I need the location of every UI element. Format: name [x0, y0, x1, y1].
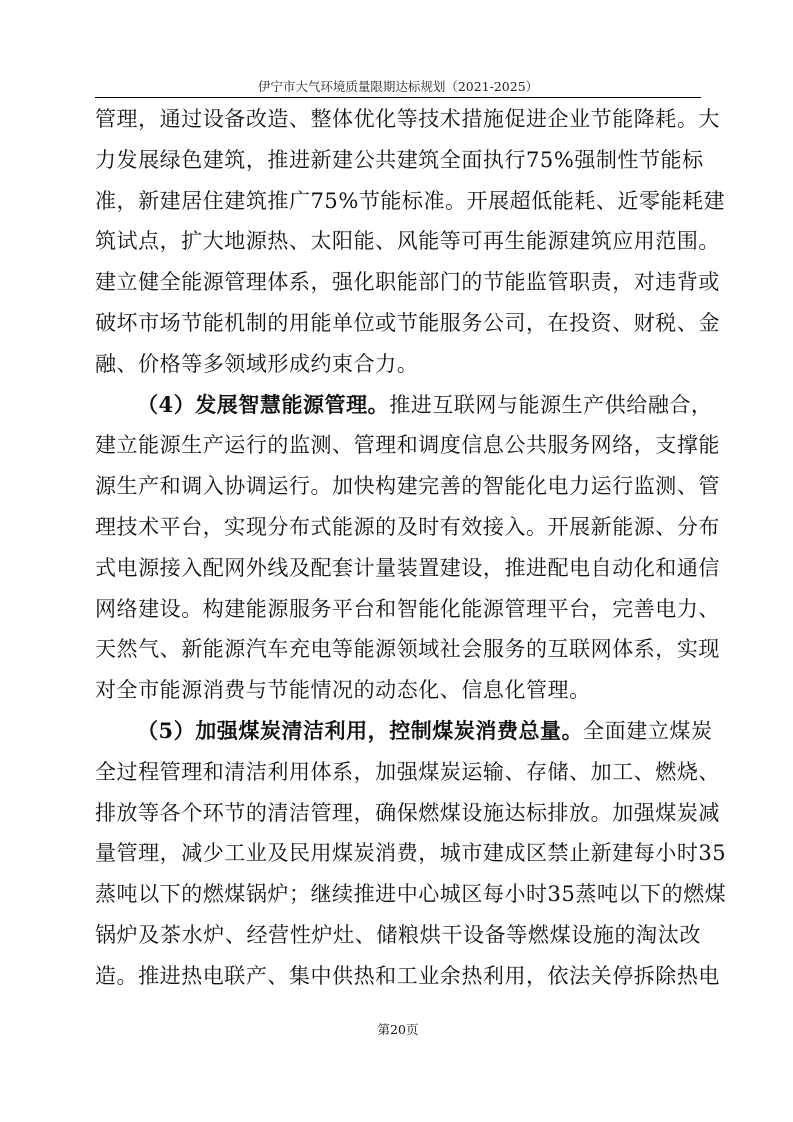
- body-text: [95, 99, 727, 997]
- text-line: 筑试点，扩大地源热、太阳能、风能等可再生能源建筑应用范围。: [95, 229, 720, 254]
- text-line: 造。推进热电联产、集中供热和工业余热利用，依法关停拆除热电: [95, 963, 720, 988]
- text-line: 网络建设。构建能源服务平台和智能化能源管理平台，完善电力、: [95, 596, 720, 621]
- text-line: 对全市能源消费与节能情况的动态化、信息化管理。: [95, 678, 591, 703]
- text-run: 全面建立煤炭: [583, 718, 713, 743]
- text-line: 融、价格等多领域形成约束合力。: [95, 351, 419, 376]
- text-line: 天然气、新能源汽车充电等能源领域社会服务的互联网体系，实现: [95, 637, 720, 662]
- text-run: 推进互联网与能源生产供给融合，: [389, 392, 713, 417]
- text-line: 理技术平台，实现分布式能源的及时有效接入。开展新能源、分布: [95, 514, 720, 539]
- text-line: 式电源接入配网外线及配套计量装置建设，推进配电自动化和通信: [95, 555, 720, 580]
- text-line: 排放等各个环节的清洁管理，确保燃煤设施达标排放。加强煤炭减: [95, 800, 720, 825]
- header-rule: [95, 97, 701, 98]
- paragraph-coal-control: [95, 711, 727, 997]
- section-heading: （4）发展智慧能源管理。: [137, 391, 390, 417]
- text-line: [95, 711, 713, 752]
- text-line: 建立健全能源管理体系，强化职能部门的节能监管职责，对违背或: [95, 270, 720, 295]
- paragraph-smart-energy: [95, 385, 720, 711]
- text-line: [95, 385, 713, 426]
- text-line: 源生产和调入协调运行。加快构建完善的智能化电力运行监测、管: [95, 474, 720, 499]
- running-header: 伊宁市大气环境质量限期达标规划（2021-2025）: [257, 79, 539, 94]
- text-line: 蒸吨以下的燃煤锅炉；继续推进中心城区每小时35蒸吨以下的燃煤: [95, 882, 727, 907]
- text-line: 管理，通过设备改造、整体优化等技术措施促进企业节能降耗。大: [95, 107, 720, 131]
- text-line: 锅炉及茶水炉、经营性炉灶、储粮烘干设备等燃煤设施的淘汰改: [95, 922, 701, 947]
- text-line: 建立能源生产运行的监测、管理和调度信息公共服务网络，支撑能: [95, 433, 720, 458]
- text-line: 量管理，减少工业及民用煤炭消费，城市建成区禁止新建每小时35: [95, 841, 727, 866]
- text-line: 全过程管理和清洁利用体系，加强煤炭运输、存储、加工、燃烧、: [95, 759, 720, 784]
- paragraph-energy-saving: [95, 99, 726, 385]
- section-heading: （5）加强煤炭清洁利用，控制煤炭消费总量。: [137, 717, 584, 743]
- text-line: 准，新建居住建筑推广75%节能标准。开展超低能耗、近零能耗建: [95, 188, 726, 213]
- text-line: 破坏市场节能机制的用能单位或节能服务公司，在投资、财税、金: [95, 310, 720, 335]
- text-line: 力发展绿色建筑，推进新建公共建筑全面执行75%强制性节能标: [95, 147, 704, 172]
- page-number: 第20页: [377, 1022, 419, 1037]
